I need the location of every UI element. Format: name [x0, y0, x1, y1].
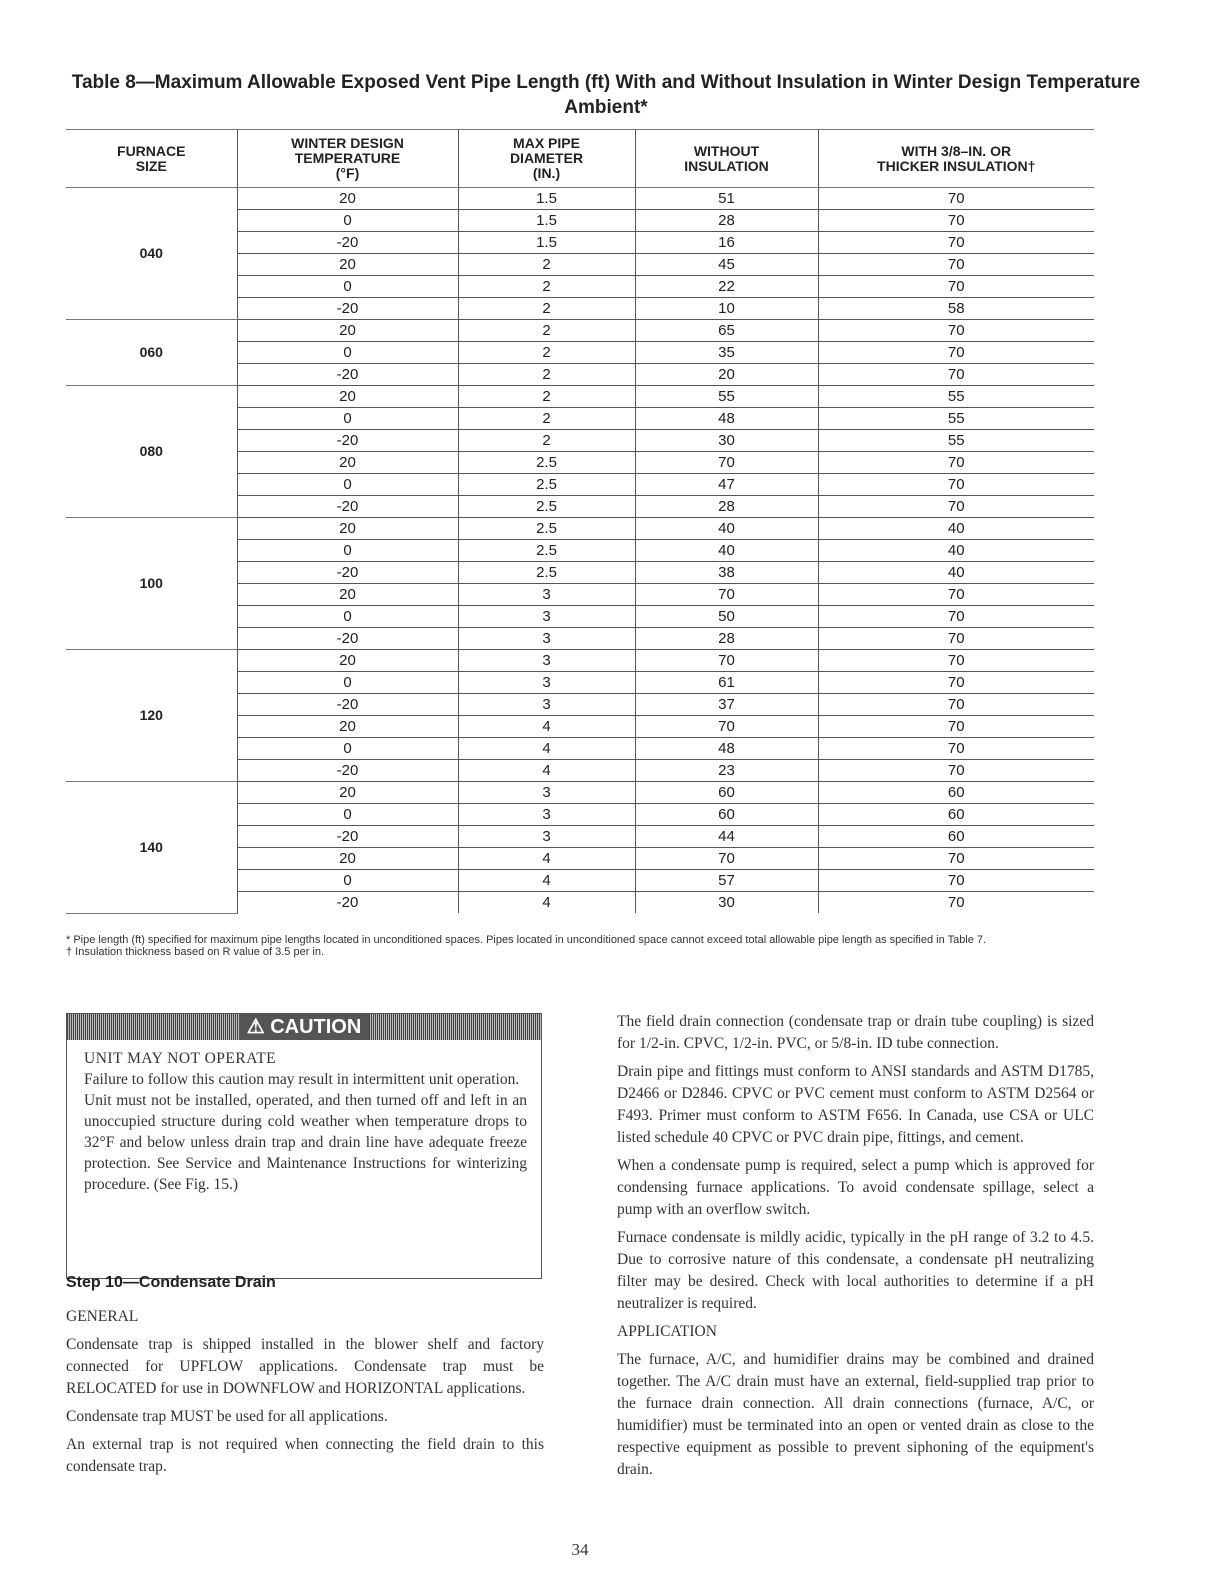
diameter-cell: 2	[458, 408, 635, 430]
temperature-cell: 20	[237, 386, 458, 408]
temperature-cell: -20	[237, 298, 458, 320]
caution-banner	[67, 1014, 541, 1040]
with-insulation-cell: 70	[818, 232, 1094, 254]
temperature-cell: 20	[237, 452, 458, 474]
without-insulation-cell: 65	[635, 320, 818, 342]
paragraph: An external trap is not required when connecting the field drain to this condensate trap.	[66, 1436, 544, 1475]
with-insulation-cell: 70	[818, 606, 1094, 628]
with-insulation-cell: 70	[818, 716, 1094, 738]
caution-paragraph: Failure to follow this caution may result in intermittent unit operation.	[84, 1071, 520, 1088]
diameter-cell: 2	[458, 298, 635, 320]
diameter-cell: 2	[458, 254, 635, 276]
diameter-cell: 1.5	[458, 210, 635, 232]
diameter-cell: 3	[458, 826, 635, 848]
table-row	[66, 386, 1094, 408]
diameter-cell: 3	[458, 672, 635, 694]
diameter-cell: 2.5	[458, 562, 635, 584]
with-insulation-cell: 70	[818, 738, 1094, 760]
diameter-cell: 1.5	[458, 188, 635, 210]
diameter-cell: 3	[458, 606, 635, 628]
diameter-cell: 2.5	[458, 474, 635, 496]
without-insulation-cell: 16	[635, 232, 818, 254]
header-winter-design-temperature: WINTER DESIGN TEMPERATURE (°F)	[237, 130, 458, 188]
caution-label: ⚠ CAUTION	[239, 1014, 370, 1040]
with-insulation-cell: 70	[818, 276, 1094, 298]
table-body	[66, 188, 1094, 914]
without-insulation-cell: 40	[635, 518, 818, 540]
with-insulation-cell: 60	[818, 804, 1094, 826]
with-insulation-cell: 70	[818, 694, 1094, 716]
with-insulation-cell: 70	[818, 474, 1094, 496]
with-insulation-cell: 70	[818, 254, 1094, 276]
without-insulation-cell: 30	[635, 430, 818, 452]
paragraph: Condensate trap is shipped installed in the blower shelf and factory connected for UPFLOW applications. Condensate trap must be RELOCATED for use in DOWNFLOW and HORIZONTAL applications.	[66, 1336, 544, 1397]
diameter-cell: 2.5	[458, 452, 635, 474]
diameter-cell: 4	[458, 760, 635, 782]
without-insulation-cell: 50	[635, 606, 818, 628]
with-insulation-cell: 70	[818, 188, 1094, 210]
with-insulation-cell: 70	[818, 672, 1094, 694]
with-insulation-cell: 70	[818, 892, 1094, 914]
temperature-cell: -20	[237, 760, 458, 782]
temperature-cell: 0	[237, 540, 458, 562]
without-insulation-cell: 57	[635, 870, 818, 892]
temperature-cell: 20	[237, 716, 458, 738]
temperature-cell: 0	[237, 276, 458, 298]
diameter-cell: 2.5	[458, 518, 635, 540]
right-column	[617, 1011, 1094, 1487]
diameter-cell: 2	[458, 276, 635, 298]
with-insulation-cell: 70	[818, 628, 1094, 650]
with-insulation-cell: 60	[818, 826, 1094, 848]
footnote-pipe-length: * Pipe length (ft) specified for maximum pipe lengths located in unconditioned spaces. Pipes located in unconditioned space cannot exceed total allowable pipe length as specified in Table 7.	[66, 934, 987, 946]
temperature-cell: -20	[237, 628, 458, 650]
diameter-cell: 4	[458, 870, 635, 892]
without-insulation-cell: 70	[635, 452, 818, 474]
with-insulation-cell: 70	[818, 452, 1094, 474]
caution-body	[67, 1040, 541, 1195]
temperature-cell: -20	[237, 232, 458, 254]
with-insulation-cell: 70	[818, 320, 1094, 342]
without-insulation-cell: 61	[635, 672, 818, 694]
paragraph: Furnace condensate is mildly acidic, typically in the pH range of 3.2 to 4.5. Due to corrosive nature of this condensate, a condensate pH neutralizing filter may be desired. Check with local authorities to determine if a pH neutralizer is required.	[617, 1229, 1094, 1312]
diameter-cell: 2.5	[458, 540, 635, 562]
paragraph: When a condensate pump is required, select a pump which is approved for condensing furnace applications. To avoid condensate spillage, select a pump with an overflow switch.	[617, 1157, 1094, 1218]
diameter-cell: 2	[458, 430, 635, 452]
table-title: Table 8—Maximum Allowable Exposed Vent Pipe Length (ft) With and Without Insulation in Winter Design Temperature Ambient*	[71, 72, 1141, 118]
without-insulation-cell: 30	[635, 892, 818, 914]
without-insulation-cell: 37	[635, 694, 818, 716]
with-insulation-cell: 70	[818, 584, 1094, 606]
without-insulation-cell: 60	[635, 804, 818, 826]
diameter-cell: 2	[458, 342, 635, 364]
table-header-row	[66, 130, 1094, 188]
header-max-pipe-diameter: MAX PIPE DIAMETER (IN.)	[458, 130, 635, 188]
temperature-cell: 0	[237, 408, 458, 430]
diameter-cell: 3	[458, 804, 635, 826]
temperature-cell: -20	[237, 826, 458, 848]
without-insulation-cell: 48	[635, 408, 818, 430]
paragraph: The field drain connection (condensate trap or drain tube coupling) is sized for 1/2-in. CPVC, 1/2-in. PVC, or 5/8-in. ID tube connection.	[617, 1013, 1094, 1052]
caution-paragraph: Unit must not be installed, operated, and then turned off and left in an unoccupied structure during cold weather when temperature drops to 32°F and below unless drain trap and drain line have adequate freeze protection. See Service and Maintenance Instructions for winterizing procedure. (See Fig. 15.)	[84, 1092, 527, 1193]
table-footnotes	[66, 934, 1096, 958]
step-heading: Step 10—Condensate Drain	[66, 1274, 276, 1291]
temperature-cell: -20	[237, 496, 458, 518]
furnace-size-cell: 120	[66, 650, 237, 782]
diameter-cell: 3	[458, 782, 635, 804]
temperature-cell: 20	[237, 848, 458, 870]
with-insulation-cell: 70	[818, 210, 1094, 232]
temperature-cell: -20	[237, 892, 458, 914]
without-insulation-cell: 48	[635, 738, 818, 760]
temperature-cell: 0	[237, 606, 458, 628]
left-column	[66, 1272, 544, 1484]
without-insulation-cell: 28	[635, 628, 818, 650]
without-insulation-cell: 22	[635, 276, 818, 298]
without-insulation-cell: 44	[635, 826, 818, 848]
paragraph: Drain pipe and fittings must conform to ANSI standards and ASTM D1785, D2466 or D2846. CPVC or PVC cement must conform to ASTM D2564 or F493. Primer must conform to ASTM F656. In Canada, use CSA or ULC listed schedule 40 CPVC or PVC drain pipe, fittings, and cement.	[617, 1063, 1094, 1146]
with-insulation-cell: 40	[818, 540, 1094, 562]
with-insulation-cell: 70	[818, 760, 1094, 782]
temperature-cell: 20	[237, 188, 458, 210]
with-insulation-cell: 70	[818, 364, 1094, 386]
with-insulation-cell: 58	[818, 298, 1094, 320]
diameter-cell: 2	[458, 320, 635, 342]
without-insulation-cell: 70	[635, 716, 818, 738]
temperature-cell: -20	[237, 694, 458, 716]
temperature-cell: -20	[237, 364, 458, 386]
general-heading: GENERAL	[66, 1308, 139, 1325]
with-insulation-cell: 40	[818, 562, 1094, 584]
furnace-size-cell: 060	[66, 320, 237, 386]
diameter-cell: 3	[458, 628, 635, 650]
temperature-cell: 20	[237, 518, 458, 540]
diameter-cell: 2	[458, 386, 635, 408]
temperature-cell: 0	[237, 672, 458, 694]
paragraph: Condensate trap MUST be used for all applications.	[66, 1408, 388, 1425]
with-insulation-cell: 70	[818, 496, 1094, 518]
with-insulation-cell: 60	[818, 782, 1094, 804]
furnace-size-cell: 100	[66, 518, 237, 650]
diameter-cell: 3	[458, 584, 635, 606]
caution-box	[66, 1013, 542, 1279]
with-insulation-cell: 40	[818, 518, 1094, 540]
without-insulation-cell: 47	[635, 474, 818, 496]
table-row	[66, 188, 1094, 210]
diameter-cell: 2.5	[458, 496, 635, 518]
temperature-cell: 0	[237, 210, 458, 232]
table-row	[66, 518, 1094, 540]
with-insulation-cell: 55	[818, 430, 1094, 452]
furnace-size-cell: 140	[66, 782, 237, 914]
without-insulation-cell: 10	[635, 298, 818, 320]
with-insulation-cell: 70	[818, 342, 1094, 364]
with-insulation-cell: 70	[818, 870, 1094, 892]
without-insulation-cell: 23	[635, 760, 818, 782]
with-insulation-cell: 55	[818, 386, 1094, 408]
header-furnace-size: FURNACE SIZE	[66, 130, 237, 188]
with-insulation-cell: 70	[818, 650, 1094, 672]
with-insulation-cell: 55	[818, 408, 1094, 430]
without-insulation-cell: 70	[635, 650, 818, 672]
temperature-cell: 20	[237, 254, 458, 276]
diameter-cell: 4	[458, 892, 635, 914]
furnace-size-cell: 040	[66, 188, 237, 320]
without-insulation-cell: 70	[635, 848, 818, 870]
without-insulation-cell: 28	[635, 496, 818, 518]
with-insulation-cell: 70	[818, 848, 1094, 870]
application-heading: APPLICATION	[617, 1323, 717, 1340]
temperature-cell: -20	[237, 430, 458, 452]
diameter-cell: 3	[458, 650, 635, 672]
without-insulation-cell: 40	[635, 540, 818, 562]
temperature-cell: 0	[237, 342, 458, 364]
diameter-cell: 3	[458, 694, 635, 716]
without-insulation-cell: 38	[635, 562, 818, 584]
page-number: 34	[571, 1540, 589, 1559]
without-insulation-cell: 51	[635, 188, 818, 210]
diameter-cell: 4	[458, 738, 635, 760]
header-with-insulation: WITH 3/8–IN. OR THICKER INSULATION†	[818, 130, 1094, 188]
without-insulation-cell: 60	[635, 782, 818, 804]
temperature-cell: 20	[237, 650, 458, 672]
temperature-cell: 0	[237, 870, 458, 892]
diameter-cell: 1.5	[458, 232, 635, 254]
temperature-cell: 0	[237, 738, 458, 760]
without-insulation-cell: 45	[635, 254, 818, 276]
table-row	[66, 650, 1094, 672]
without-insulation-cell: 35	[635, 342, 818, 364]
caution-heading: UNIT MAY NOT OPERATE	[84, 1050, 277, 1067]
without-insulation-cell: 20	[635, 364, 818, 386]
header-without-insulation: WITHOUT INSULATION	[635, 130, 818, 188]
temperature-cell: 0	[237, 474, 458, 496]
without-insulation-cell: 28	[635, 210, 818, 232]
table-row	[66, 320, 1094, 342]
table-row	[66, 782, 1094, 804]
temperature-cell: -20	[237, 562, 458, 584]
temperature-cell: 20	[237, 584, 458, 606]
diameter-cell: 4	[458, 716, 635, 738]
temperature-cell: 0	[237, 804, 458, 826]
paragraph: The furnace, A/C, and humidifier drains may be combined and drained together. The A/C drain must have an external, field-supplied trap prior to the furnace drain connection. All drain connections (furnace, A/C, or humidifier) must be terminated into an open or vented drain as close to the respective equipment as possible to prevent siphoning of the equipment's drain.	[617, 1351, 1094, 1478]
temperature-cell: 20	[237, 320, 458, 342]
temperature-cell: 20	[237, 782, 458, 804]
furnace-size-cell: 080	[66, 386, 237, 518]
without-insulation-cell: 55	[635, 386, 818, 408]
footnote-insulation: † Insulation thickness based on R value of 3.5 per in.	[66, 946, 325, 958]
diameter-cell: 4	[458, 848, 635, 870]
without-insulation-cell: 70	[635, 584, 818, 606]
vent-pipe-table	[66, 129, 1094, 914]
diameter-cell: 2	[458, 364, 635, 386]
